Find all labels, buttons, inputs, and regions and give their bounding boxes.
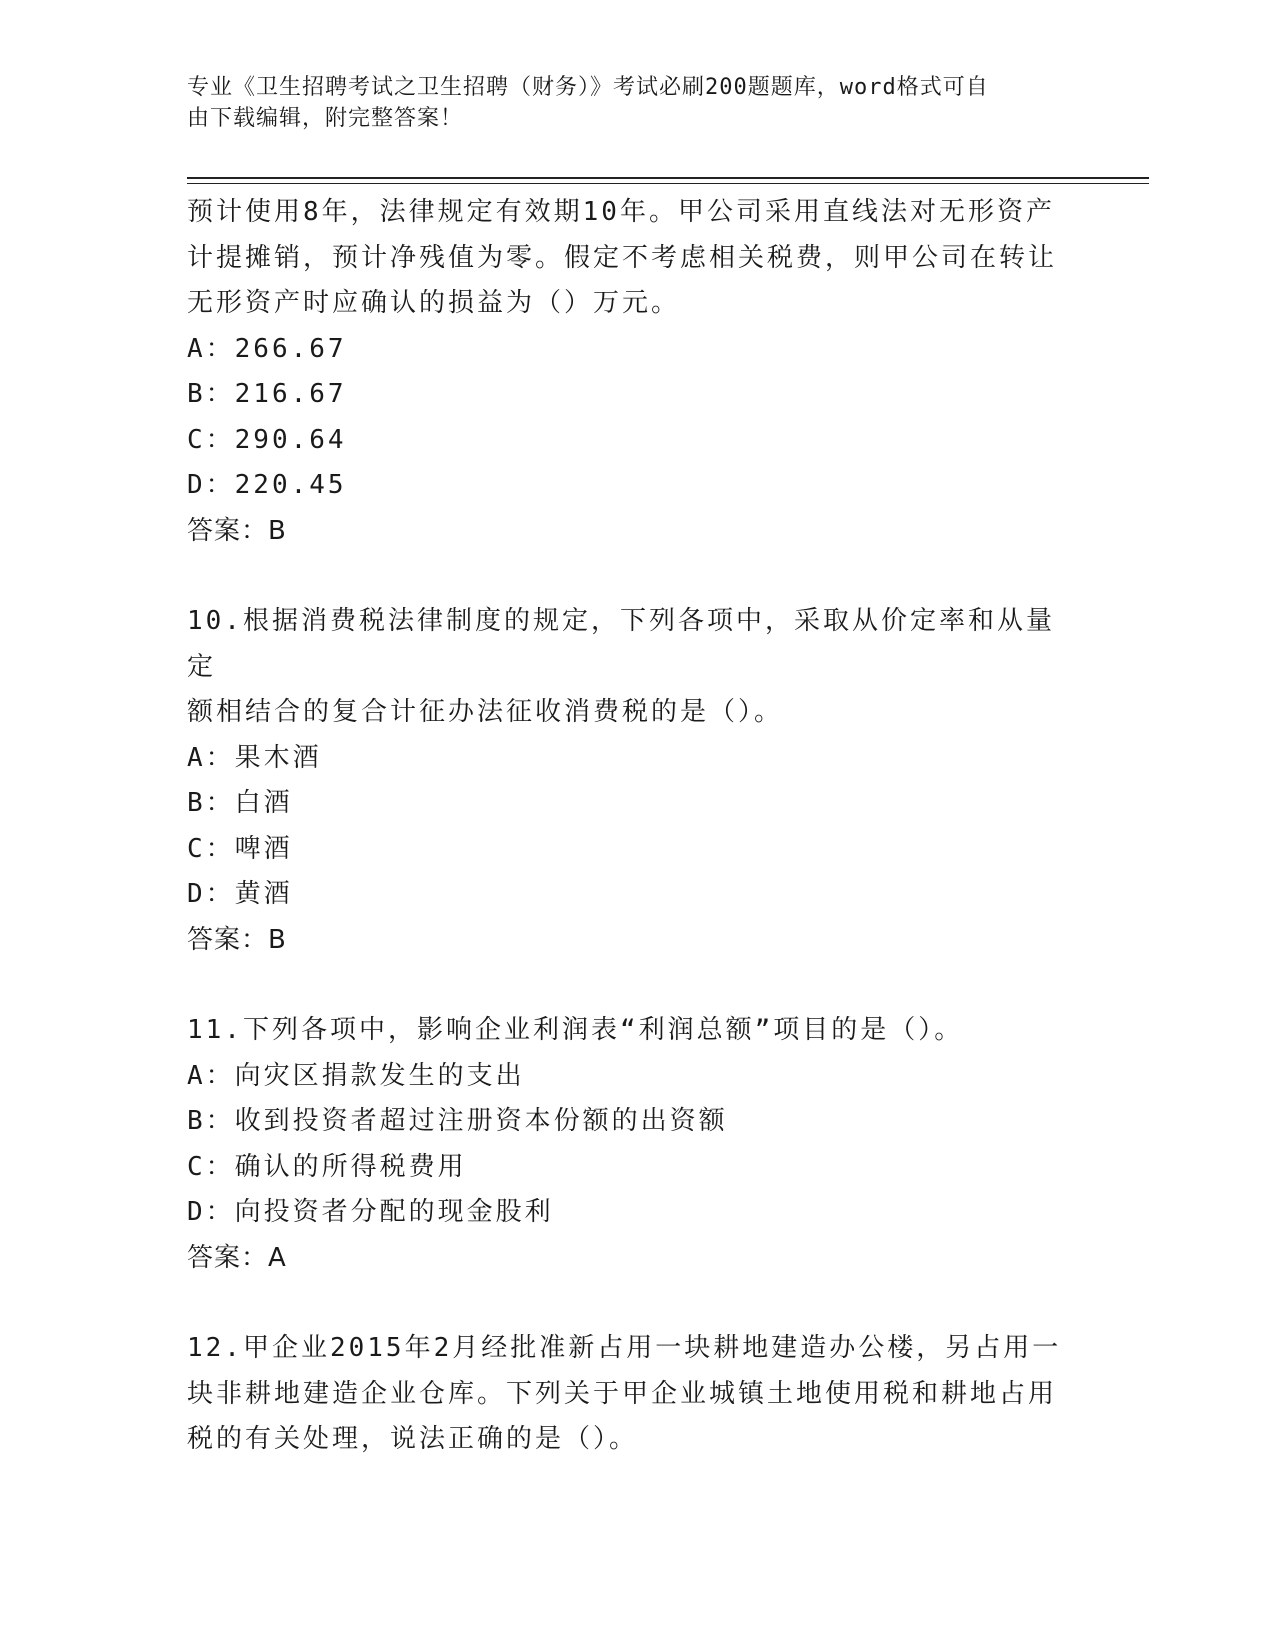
question-stem-line: 额相结合的复合计征办法征收消费税的是（）。 (187, 697, 784, 727)
question-stem-line: 预计使用8年，法律规定有效期10年。甲公司采用直线法对无形资产 (187, 197, 1055, 227)
option-a: A：果木酒 (187, 742, 322, 773)
option-c: C：确认的所得税费用 (187, 1151, 467, 1182)
question-9 (187, 190, 1067, 554)
option-c: C：啤酒 (187, 833, 293, 864)
question-stem-line: 无形资产时应确认的损益为（）万元。 (187, 288, 681, 318)
question-spacer (187, 1281, 1067, 1326)
question-stem-line: 10.根据消费税法律制度的规定，下列各项中，采取从价定率和从量定 (187, 606, 1055, 682)
option-d: D：黄酒 (187, 879, 293, 909)
question-12 (187, 1326, 1067, 1463)
answer-label: 答案：A (187, 1242, 287, 1273)
header-title-line-2: 由下载编辑，附完整答案！ (187, 106, 464, 131)
option-b: B：216.67 (187, 379, 347, 409)
question-stem-line: 税的有关处理，说法正确的是（）。 (187, 1424, 639, 1454)
question-spacer (187, 554, 1067, 599)
document-header (187, 72, 1067, 134)
header-title-line-1: 专业《卫生招聘考试之卫生招聘（财务）》考试必刷200题题库，word格式可自 (187, 75, 989, 100)
option-b: B：收到投资者超过注册资本份额的出资额 (187, 1106, 728, 1136)
option-d: D：向投资者分配的现金股利 (187, 1197, 554, 1227)
question-10 (187, 599, 1067, 963)
question-stem-line: 计提摊销，预计净残值为零。假定不考虑相关税费，则甲公司在转让 (187, 242, 1058, 273)
answer-label: 答案：B (187, 515, 287, 546)
question-stem-line: 块非耕地建造企业仓库。下列关于甲企业城镇土地使用税和耕地占用 (187, 1378, 1058, 1409)
question-11 (187, 1008, 1067, 1281)
question-stem-line: 12.甲企业2015年2月经批准新占用一块耕地建造办公楼，另占用一 (187, 1333, 1062, 1363)
option-b: B：白酒 (187, 788, 293, 818)
header-divider-thin (187, 183, 1149, 184)
option-c: C：290.64 (187, 424, 347, 455)
question-list (187, 190, 1067, 1463)
option-a: A：266.67 (187, 333, 347, 364)
question-stem-line: 11.下列各项中，影响企业利润表“利润总额”项目的是（）。 (187, 1015, 964, 1045)
option-a: A：向灾区捐款发生的支出 (187, 1060, 525, 1091)
question-spacer (187, 963, 1067, 1008)
option-d: D：220.45 (187, 470, 347, 500)
header-divider-thick (187, 177, 1149, 179)
answer-label: 答案：B (187, 924, 287, 955)
